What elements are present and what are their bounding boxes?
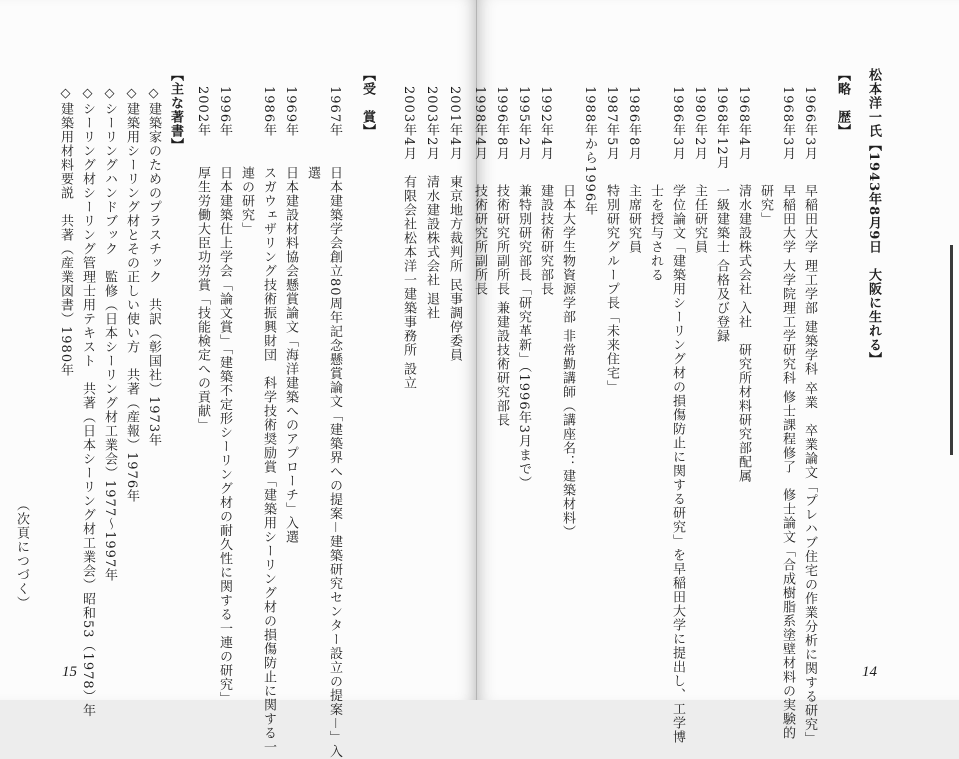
work-item: ◇シーリングハンドブック 監修（日本シーリング材工業会）1977～1997年 [102,86,117,583]
history-cont-text: 東京地方裁判所 民事調停委員 [447,175,462,363]
history-text: 士を授与される [648,184,663,282]
history-text: 特別研究グループ長「未来住宅」 [604,184,619,394]
works-label: 【主な著書】 [168,68,183,152]
continued-note: （次頁につづく） [14,498,29,610]
award-text: 日本建築学会創立80周年記念懸賞論文「建築界への提案－建築研究センター設立の提案－」入 [327,166,342,759]
award-date: 1967年 [327,86,342,138]
history-date: 1968年12月 [714,86,729,170]
history-text: 技術研究所副所長 兼建設技術研究部長 [494,184,509,428]
award-date: 1986年 [261,86,276,138]
history-label: 【略 歴】 [835,68,850,138]
history-cont-text: 清水建設株式会社 退社 [424,175,439,321]
history-cont-date: 2003年4月 [401,86,416,161]
work-item: ◇建築家のためのプラスチック 共訳（彰国社）1973年 [146,86,161,448]
history-date: 1996年8月 [494,86,509,161]
history-date: 1986年8月 [626,86,641,161]
award-text: 日本建設材料協会懸賞論文「海洋建築へのアプローチ」入選 [283,166,298,544]
history-date: 1968年4月 [736,86,751,161]
history-date: 1998年4月 [472,86,487,161]
history-text: 一級建築士 合格及び登録 [714,184,729,344]
history-date: 1995年2月 [516,86,531,161]
history-date: 1968年3月 [780,86,795,161]
history-text: 建設技術研究部長 [538,184,553,296]
work-item: ◇建築用シーリング材とその正しい使い方 共著（産報）1976年 [124,86,139,504]
page-edge-mark [950,245,953,455]
history-date: 1966年3月 [802,86,817,161]
history-text: 日本大学生物資源学部 非常勤講師（講座名：建築材料） [560,184,575,540]
page-number-right: 14 [862,664,877,680]
history-text: 主席研究員 [626,184,641,254]
award-date: 1996年 [217,86,232,138]
page-number-left: 15 [62,664,77,680]
history-date: 1988年から1996年 [582,86,597,217]
history-text: 早稲田大学 大学院理工学研究科 修士課程修了 修士論文「合成樹脂系塗壁材料の実験的 [780,184,795,741]
history-text: 学位論文「建築用シーリング材の損傷防止に関する研究」を早稲田大学に提出し、工学博 [670,184,685,744]
history-text: 研究」 [758,184,773,226]
history-cont-date: 2003年2月 [424,86,439,161]
left-page [0,0,477,759]
right-page [472,0,959,746]
award-date: 2002年 [195,86,210,138]
award-text: 選 [305,166,320,180]
history-date: 1987年5月 [604,86,619,161]
awards-label: 【受 賞】 [360,68,375,138]
award-text: スガウェザリング技術振興財団 科学技術奨励賞「建築用シーリング材の損傷防止に関する一 [261,166,276,754]
award-text: 連の研究」 [239,166,254,236]
person-heading: 松本洋一氏【1943年8月9日 大阪に生れる】 [866,68,881,367]
work-item: ◇建築用材料要説 共著（産業図書）1980年 [58,86,73,378]
history-text: 清水建設株式会社 入社 研究所材料研究部配属 [736,184,751,484]
history-date: 1986年3月 [670,86,685,161]
history-cont-text: 有限会社松本洋一建築事務所 設立 [401,175,416,391]
work-item: ◇シーリング材シーリング管理士用テキスト 共著（日本シーリング材工業会）昭和53（1978）年 [80,86,95,718]
history-text: 主任研究員 [692,184,707,254]
history-cont-date: 2001年4月 [447,86,462,161]
award-date: 1969年 [283,86,298,138]
history-text: 技術研究所副所長 [472,184,487,296]
history-date: 1980年2月 [692,86,707,161]
award-text: 厚生労働大臣功労賞「技能検定への貢献」 [195,166,210,432]
history-text: 早稲田大学 理工学部 建築学科 卒業 卒業論文「プレハブ住宅の作業分析に関する研究」 [802,184,817,746]
history-text: 兼特別研究部長「研究革新」（1996年3月まで） [516,184,531,490]
history-date: 1992年4月 [538,86,553,161]
award-text: 日本建築仕上学会「論文賞」「建築不定形シーリング材の耐久性に関する一連の研究」 [217,166,232,706]
